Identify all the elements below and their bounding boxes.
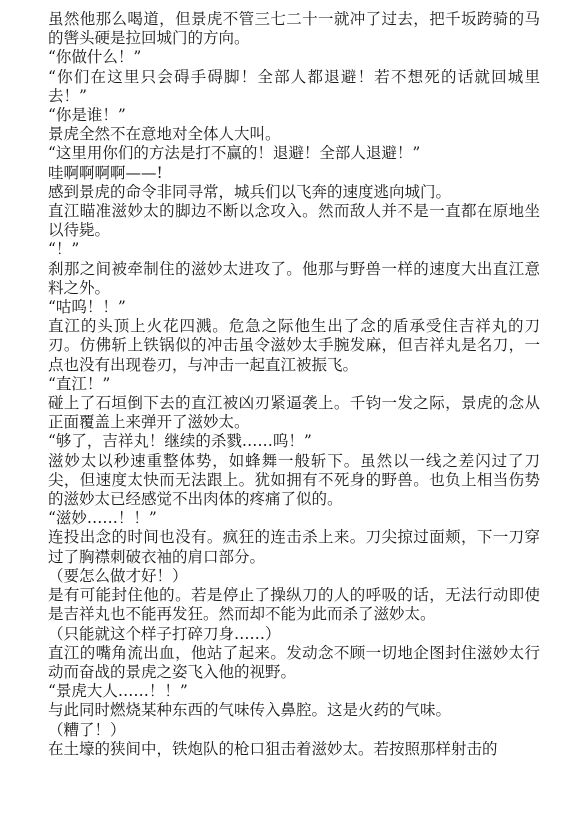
paragraph: “咕呜！！” [48, 298, 126, 317]
paragraph: 在土壕的狭间中，铁炮队的枪口狙击着滋妙太。若按照那样射击的 [48, 739, 498, 758]
paragraph: 滋妙太以秒速重整体势，如蜂舞一般斩下。虽然以一线之差闪过了刀尖，但速度太快而无法跟上。犹如拥有不死身的野兽。也负上相当伤势的滋妙太已经感觉不出肉体的疼痛了似的。 [48, 451, 540, 509]
paragraph: 感到景虎的命令非同寻常，城兵们以飞奔的速度逃向城门。 [48, 182, 452, 201]
document-page [48, 10, 540, 759]
paragraph: “滋妙……！！” [48, 509, 157, 528]
paragraph: 是有可能封住他的。若是停止了操纵刀的人的呼吸的话，无法行动即使是吉祥丸也不能再发狂。然而却不能为此而杀了滋妙太。 [48, 586, 540, 624]
paragraph: （只能就这个样子打碎刀身……） [48, 624, 281, 643]
paragraph: 景虎全然不在意地对全体人大叫。 [48, 125, 281, 144]
paragraph: 虽然他那么喝道，但景虎不管三七二十一就冲了过去，把千坂跨骑的马的辔头硬是拉回城门的方向。 [48, 10, 540, 48]
paragraph: “这里用你们的方法是打不赢的！退避！全部人退避！” [48, 144, 421, 163]
paragraph: 直江瞄准滋妙太的脚边不断以念攻入。然而敌人并不是一直都在原地坐以待毙。 [48, 202, 540, 240]
paragraph: “够了，吉祥丸！继续的杀戮……呜！” [48, 432, 312, 451]
paragraph: 碰上了石垣倒下去的直江被凶刃紧逼袭上。千钧一发之际，景虎的念从正面覆盖上来弹开了滋妙太。 [48, 394, 540, 432]
paragraph: （糟了！） [48, 720, 126, 739]
paragraph: “你做什么！” [48, 48, 142, 67]
paragraph: 直江的头顶上火花四溅。危急之际他生出了念的盾承受住吉祥丸的刀刃。仿佛斩上铁锅似的冲击虽令滋妙太手腕发麻，但吉祥丸是名刀，一点也没有出现卷刃，与冲击一起直江被振飞。 [48, 317, 540, 374]
paragraph: 直江的嘴角流出血，他站了起来。发动念不顾一切地企图封住滋妙太行动而奋战的景虎之姿飞入他的视野。 [48, 643, 540, 681]
paragraph: “你们在这里只会碍手碍脚！全部人都退避！若不想死的话就回城里去！” [48, 67, 540, 105]
paragraph: “直江！” [48, 374, 111, 393]
paragraph: “景虎大人……！！” [48, 682, 188, 701]
paragraph: （要怎么做才好！） [48, 566, 188, 585]
paragraph: 与此同时燃烧某种东西的气味传入鼻腔。这是火药的气味。 [48, 701, 452, 720]
paragraph: “你是谁！” [48, 106, 126, 125]
paragraph: “！” [48, 240, 80, 259]
paragraph: 刹那之间被牵制住的滋妙太进攻了。他那与野兽一样的速度大出直江意料之外。 [48, 259, 540, 297]
paragraph: 连投出念的时间也没有。疯狂的连击杀上来。刀尖掠过面颊，下一刀穿过了胸襟刺破衣袖的肩口部分。 [48, 528, 540, 566]
paragraph: 哇啊啊啊啊——! [48, 163, 163, 182]
